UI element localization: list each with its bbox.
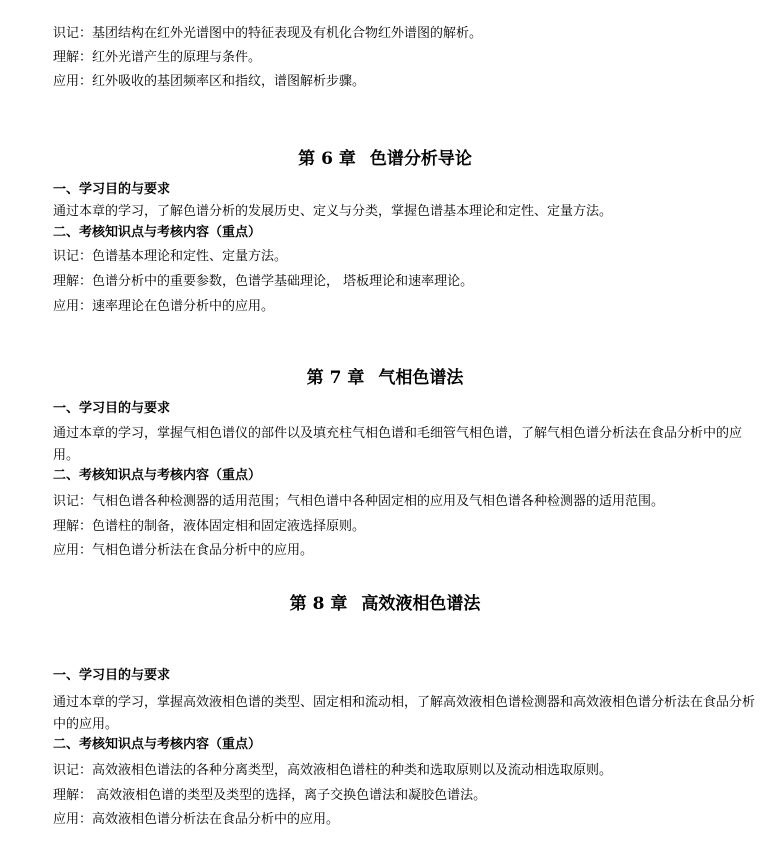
- ch7-goals-text: 通过本章的学习，掌握气相色谱仪的部件以及填充柱气相色谱和毛细管气相色谱，了解气相色谱分析法在食品分析中的应用。: [53, 426, 743, 463]
- ch8-goals-text: 通过本章的学习，掌握高效液相色谱的类型、固定相和流动相，了解高效液相色谱检测器和高效液相色谱分析法在食品分析中的应用。: [53, 695, 756, 732]
- ch6-recall-text: 识记：色谱基本理论和定性、定量方法。: [53, 249, 288, 264]
- ch5-understand-text: 理解：红外光谱产生的原理与条件。: [53, 50, 262, 65]
- ch7-recall-text: 识记：气相色谱各种检测器的适用范围；气相色谱中各种固定相的应用及气相色谱各种检测器的适用范围。: [53, 494, 665, 509]
- ch8-exam-heading: 二、考核知识点与考核内容（重点）: [53, 737, 262, 752]
- ch5-recall-text: 识记：基团结构在红外光谱图中的特征表现及有机化合物红外谱图的解析。: [53, 26, 483, 41]
- ch7-apply-text: 应用：气相色谱分析法在食品分析中的应用。: [53, 543, 314, 558]
- ch8-title: [0, 592, 770, 616]
- ch7-exam-heading: 二、考核知识点与考核内容（重点）: [53, 468, 262, 483]
- ch8-name: 高效液相色谱法: [361, 594, 481, 614]
- ch6-title: [0, 147, 770, 171]
- ch5-apply-text: 应用：红外吸收的基团频率区和指纹，谱图解析步骤。: [53, 74, 366, 89]
- ch8-apply-text: 应用：高效液相色谱分析法在食品分析中的应用。: [53, 812, 340, 827]
- ch6-exam-heading: 二、考核知识点与考核内容（重点）: [53, 225, 262, 240]
- ch6-apply-text: 应用：速率理论在色谱分析中的应用。: [53, 299, 275, 314]
- ch6-goals-text: 通过本章的学习，了解色谱分析的发展历史、定义与分类，掌握色谱基本理论和定性、定量方法。: [53, 204, 613, 219]
- ch8-number: 第 8 章: [289, 594, 348, 614]
- ch6-goals-heading: 一、学习目的与要求: [53, 182, 171, 197]
- ch8-recall-text: 识记：高效液相色谱法的各种分离类型，高效液相色谱柱的种类和选取原则以及流动相选取原则。: [53, 763, 613, 778]
- ch6-name: 色谱分析导论: [369, 149, 472, 169]
- ch7-name: 气相色谱法: [378, 368, 464, 388]
- ch8-understand-text: 理解： 高效液相色谱的类型及类型的选择，离子交换色谱法和凝胶色谱法。: [53, 788, 487, 803]
- ch8-goals-heading: 一、学习目的与要求: [53, 668, 171, 683]
- ch7-number: 第 7 章: [306, 368, 365, 388]
- ch7-title: [0, 366, 770, 390]
- ch7-understand-text: 理解：色谱柱的制备，液体固定相和固定液选择原则。: [53, 519, 366, 534]
- ch6-understand-text: 理解：色谱分析中的重要参数，色谱学基础理论， 塔板理论和速率理论。: [53, 274, 474, 289]
- ch7-goals-heading: 一、学习目的与要求: [53, 401, 171, 416]
- ch6-number: 第 6 章: [298, 149, 356, 169]
